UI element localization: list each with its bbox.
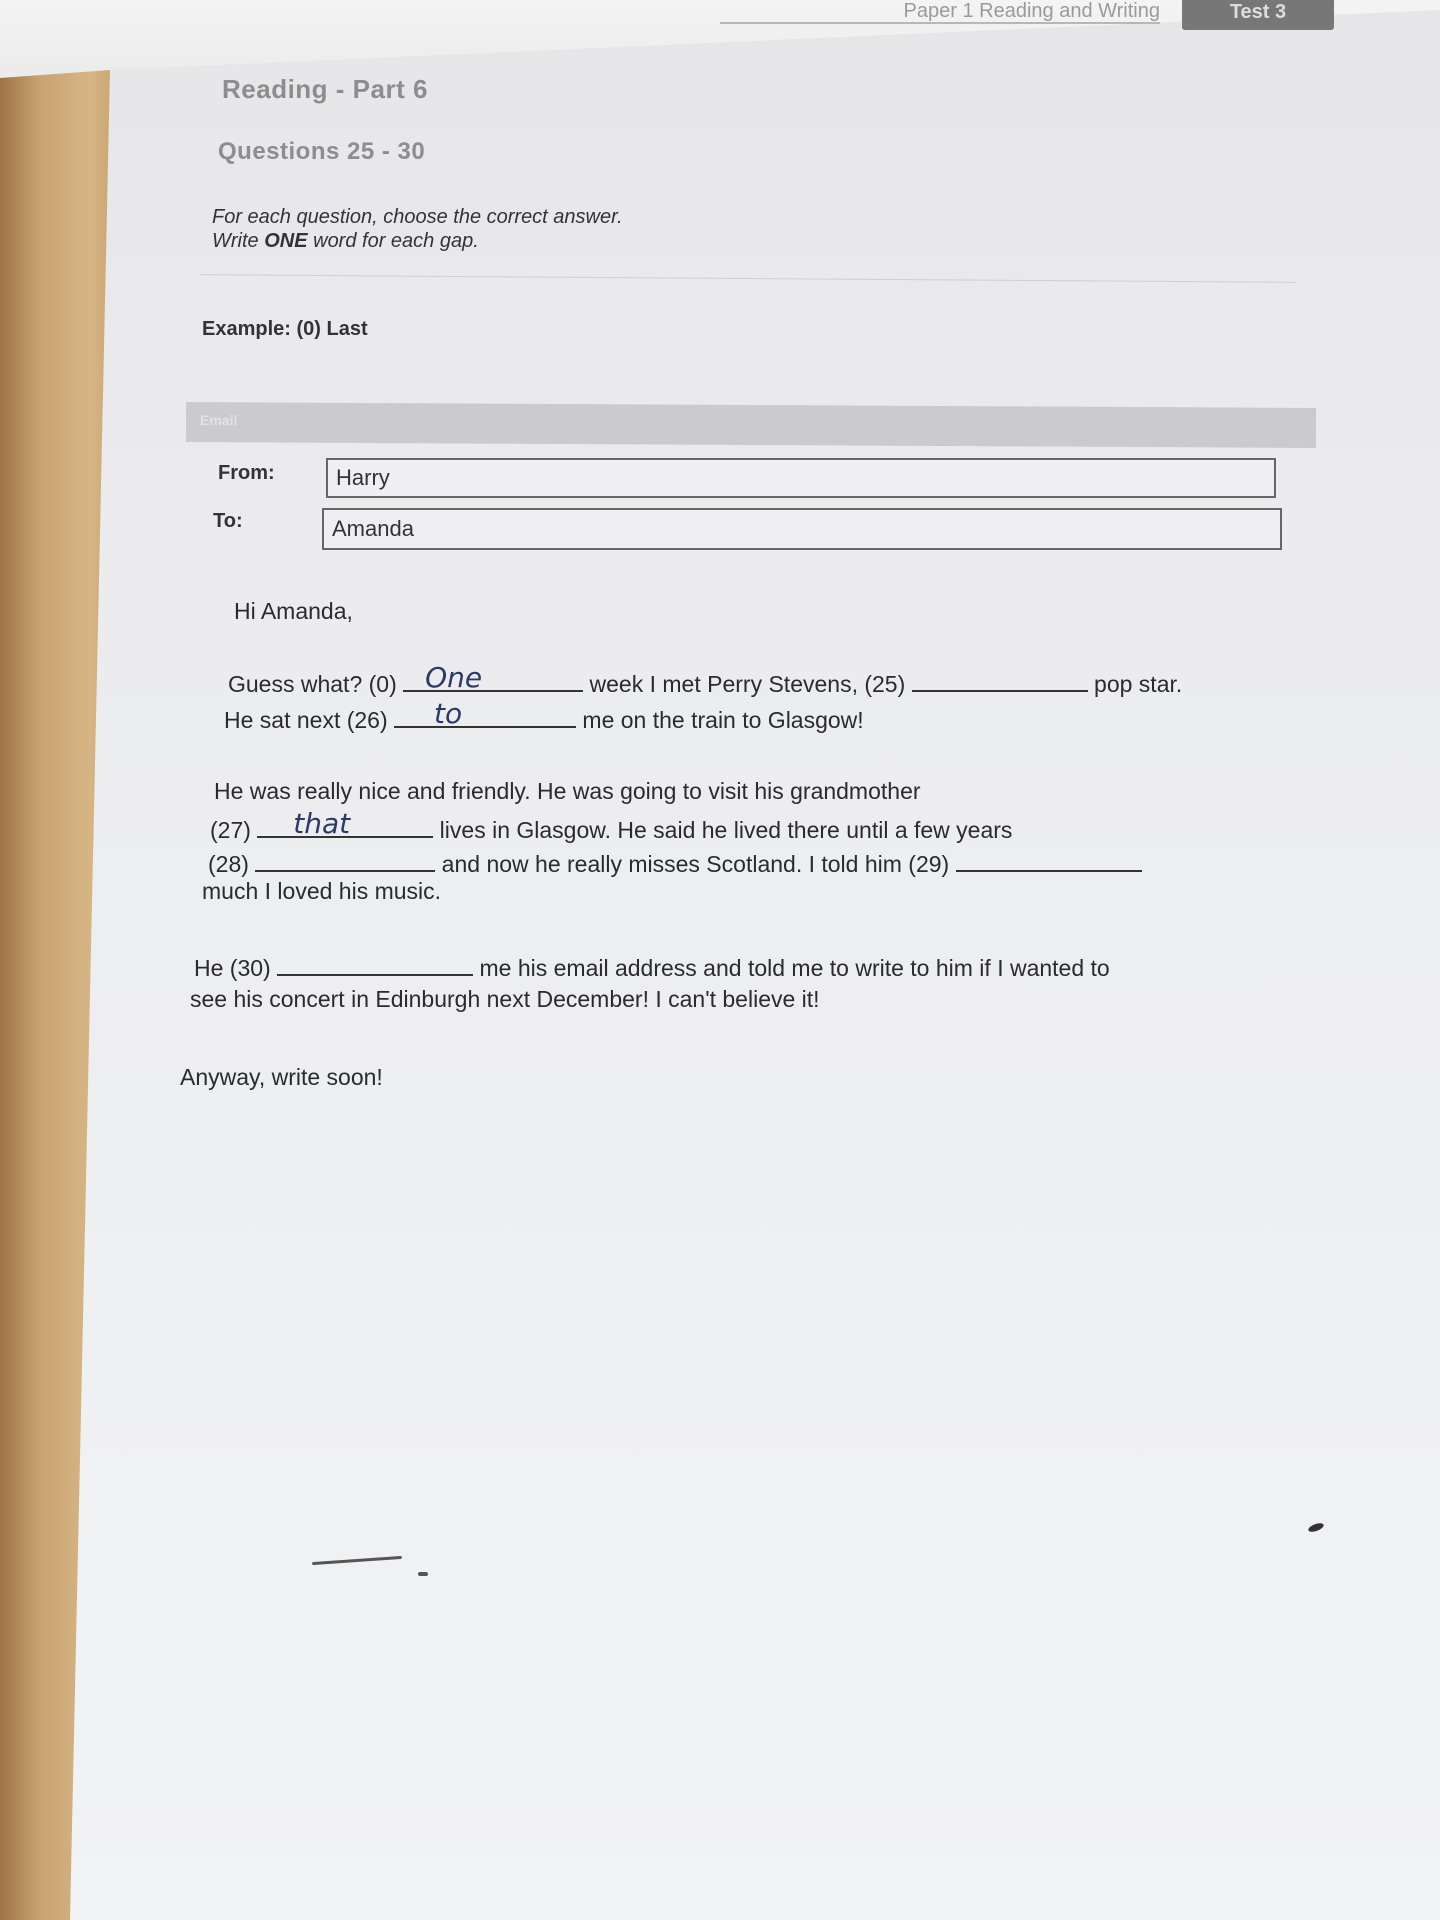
gap-0 <box>403 661 583 694</box>
text-segment: Guess what? (0) <box>228 671 404 697</box>
to-label: To: <box>213 510 243 532</box>
text-segment: and now he really misses Scotland. I told him (29) <box>435 851 956 877</box>
text-segment: He sat next (26) <box>224 707 395 733</box>
handwritten-answer-26: to <box>434 697 463 730</box>
to-field: Amanda <box>322 508 1282 550</box>
section-title: Reading - Part 6 <box>222 74 428 104</box>
running-header: Paper 1 Reading and Writing <box>720 0 1160 24</box>
text-line-5 <box>208 846 1142 878</box>
test-tab: Test 3 <box>1182 0 1334 30</box>
example-line: Example: (0) Last <box>202 318 368 340</box>
handwritten-answer-0: One <box>425 661 483 694</box>
text-line-6: much I loved his music. <box>202 878 442 904</box>
gap-27 <box>257 807 433 840</box>
instruction-line-1: For each question, choose the correct answer. <box>212 206 623 228</box>
from-field: Harry <box>326 458 1276 498</box>
text-segment: (27) <box>210 817 258 843</box>
gap-28 <box>255 846 435 872</box>
closing: Anyway, write soon! <box>180 1064 383 1090</box>
text-line-1 <box>228 661 1183 698</box>
instruction-emphasis: ONE <box>264 230 308 252</box>
from-label: From: <box>218 462 275 484</box>
instruction-text: Write <box>212 230 265 252</box>
handwritten-answer-27: that <box>293 807 351 840</box>
gap-26 <box>394 697 576 730</box>
instruction-text: word for each gap. <box>307 230 479 252</box>
pencil-mark <box>418 1572 428 1576</box>
questions-range: Questions 25 - 30 <box>218 138 426 165</box>
email-bar-label: Email <box>199 412 238 429</box>
gap-29 <box>956 846 1142 872</box>
instruction-line-2 <box>212 230 479 253</box>
greeting: Hi Amanda, <box>234 598 353 624</box>
text-segment: pop star. <box>1087 671 1183 697</box>
text-segment: He (30) <box>194 955 278 981</box>
text-segment: (28) <box>208 851 256 877</box>
text-segment: week I met Perry Stevens, (25) <box>583 671 912 697</box>
text-segment: lives in Glasgow. He said he lived there until a few years <box>433 817 1013 843</box>
gap-25 <box>912 666 1088 692</box>
text-line-3: He was really nice and friendly. He was going to visit his grandmother <box>214 778 921 804</box>
text-line-4 <box>210 807 1013 844</box>
text-segment: me on the train to Glasgow! <box>576 707 864 733</box>
text-line-7 <box>194 950 1110 982</box>
gap-30 <box>277 950 473 976</box>
text-line-8: see his concert in Edinburgh next December! I can't believe it! <box>190 986 820 1012</box>
email-title-bar <box>186 402 1316 448</box>
text-segment: me his email address and told me to write to him if I wanted to <box>473 955 1110 981</box>
text-line-2 <box>224 697 864 734</box>
